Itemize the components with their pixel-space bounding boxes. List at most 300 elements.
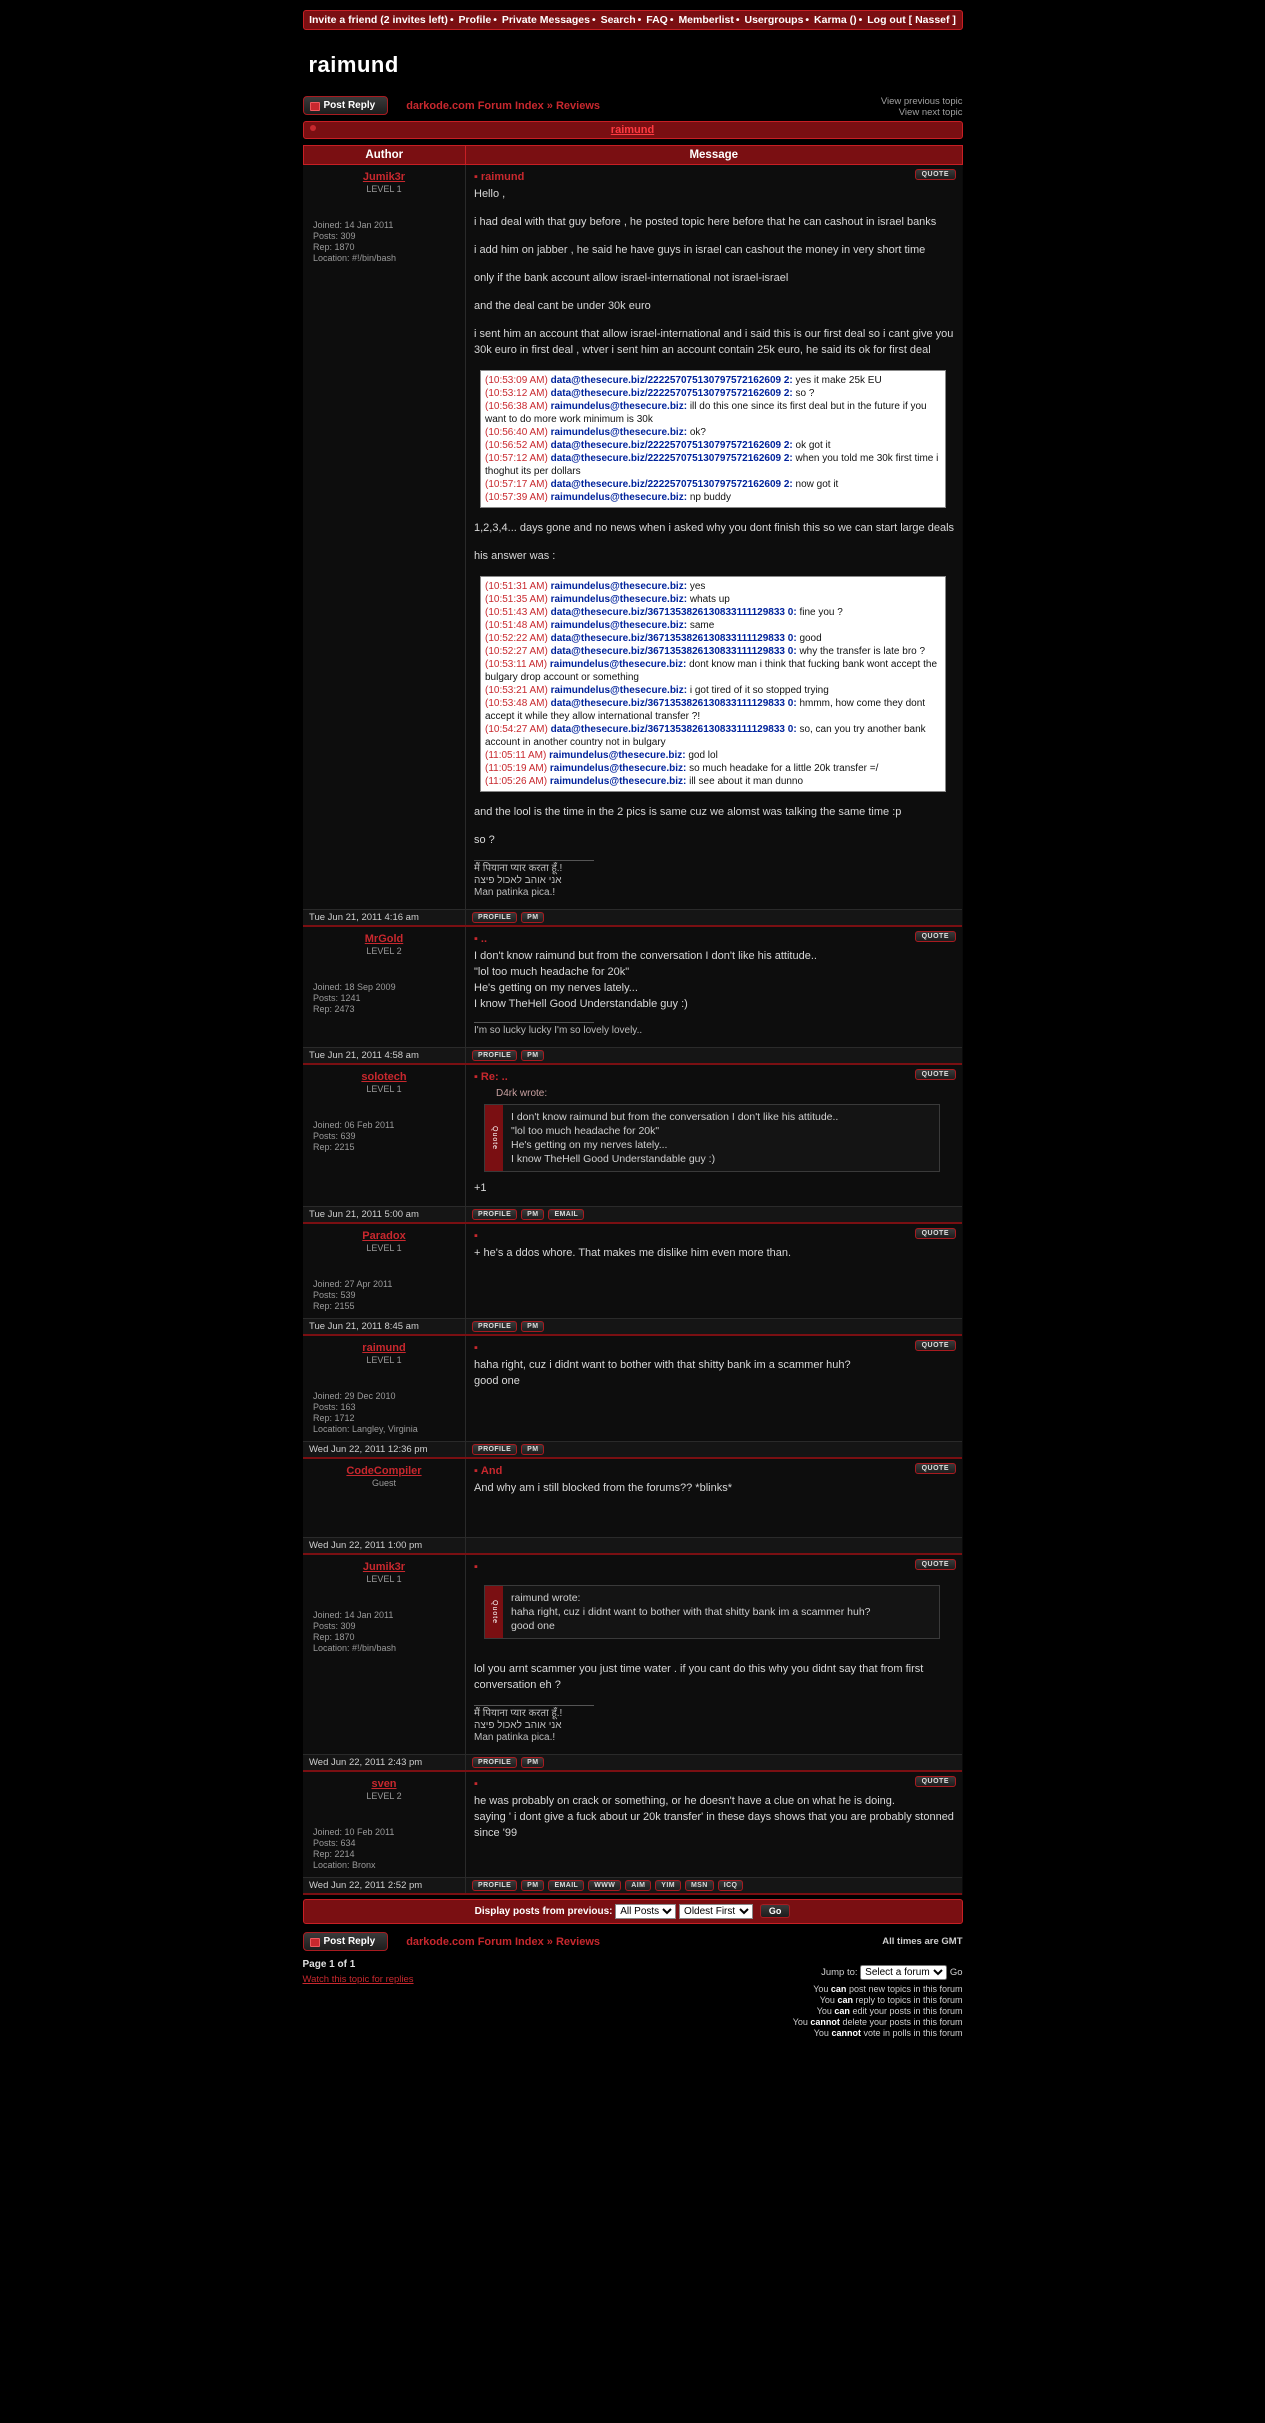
chat-text: so much headake for a little 20k transfer =/ [689,763,879,774]
post-author-cell [303,1771,466,1878]
chat-timestamp: (10:52:27 AM) [485,646,548,657]
nav-separator: • [735,14,740,26]
nav-separator: • [493,14,497,26]
nav-link-memberlist[interactable]: Memberlist [678,14,734,26]
permission-modal: can [830,1984,847,1994]
chat-nick: data@thesecure.biz/222257075130797572162609 2: [550,388,793,399]
permission-post: vote in polls in this forum [860,2028,963,2038]
post-author-cell [303,1554,466,1755]
author-location: Location: #!/bin/bash [313,1643,397,1653]
nav-separator: • [449,14,454,26]
chat-text: now got it [795,479,839,490]
post-body [474,1585,954,1744]
post-actions [466,1878,963,1895]
post-message-cell [466,1771,963,1878]
post-footer-row [303,1878,962,1895]
quote-button[interactable]: QUOTE [915,931,956,942]
nav-link-search[interactable]: Search [600,14,636,26]
pm-button[interactable]: PM [521,1444,544,1455]
post-actions [466,1207,963,1224]
post-subject-text: raimund [480,171,525,183]
permission-pre: You [813,2028,832,2038]
author-name[interactable]: Paradox [362,1230,406,1242]
display-go-button[interactable]: Go [760,1904,791,1918]
post-footer-row [303,1755,962,1772]
permission-post: reply to topics in this forum [852,1995,963,2005]
icq-button[interactable]: ICQ [718,1880,744,1891]
pm-button[interactable]: PM [521,1050,544,1061]
quote-line: "lol too much headache for 20k" [511,1125,660,1137]
email-button[interactable]: EMAIL [548,1880,584,1891]
post-subject [474,1342,954,1354]
nav-separator: • [858,14,863,26]
view-next-topic-link[interactable]: View next topic [898,107,963,118]
chat-nick: raimundelus@thesecure.biz: [550,492,688,503]
table-row [303,1458,962,1538]
chat-timestamp: (10:53:09 AM) [485,375,548,386]
quote-tab-label: Quote [485,1105,503,1171]
permission-post: post new topics in this forum [846,1984,963,1994]
email-button[interactable]: EMAIL [548,1209,584,1220]
post-actions [466,1442,963,1459]
chat-log-image-2 [480,576,946,792]
post-subject [474,1778,954,1790]
post-body [474,948,954,1037]
author-stats [307,1827,461,1871]
author-level: Guest [371,1478,396,1488]
subject-bullet-icon: ▪ [474,1071,478,1083]
post-body [474,1357,954,1389]
post-paragraph: haha right, cuz i didnt want to bother with that shitty bank im a scammer huh? [474,1359,851,1371]
author-name[interactable]: solotech [361,1071,407,1083]
nav-link-usergroups[interactable]: Usergroups [744,14,804,26]
msn-button[interactable]: MSN [685,1880,714,1891]
chat-line [485,580,941,593]
chat-text: so, can you try another bank account in another country not in bulgary [485,724,926,748]
chat-text: hmmm, how come they dont accept it while they allow international transfer ?! [485,698,926,722]
chat-line [485,478,941,491]
post-author-cell [303,1223,466,1319]
breadcrumb-bottom [406,1936,600,1948]
chat-text: same [689,620,715,631]
permission-row [303,1984,963,1995]
topic-navigation [881,96,963,118]
chat-line [485,697,941,723]
chat-text: dont know man i think that fucking bank wont accept the bulgary drop account or something [485,659,938,683]
chat-text: np buddy [689,492,731,503]
chat-nick: raimundelus@thesecure.biz: [549,776,687,787]
chat-text: why the transfer is late bro ? [799,646,926,657]
post-timestamp: Tue Jun 21, 2011 8:45 am [303,1319,466,1336]
post-paragraph: +1 [474,1182,487,1194]
post-author-cell [303,1064,466,1207]
post-author-cell [303,165,466,910]
topic-title-link[interactable]: raimund [610,124,655,136]
author-location: Location: #!/bin/bash [313,253,397,263]
post-timestamp: Wed Jun 22, 2011 2:43 pm [303,1755,466,1772]
chat-text: i got tired of it so stopped trying [689,685,829,696]
quote-line: I know TheHell Good Understandable guy :) [511,1153,716,1165]
page-title: raimund [308,52,399,77]
permission-pre: You [819,1995,838,2005]
post-footer-row [303,1538,962,1555]
post-message-cell [466,1458,963,1538]
permission-pre: You [816,2006,835,2016]
signature [474,1025,954,1037]
table-row [303,926,962,1048]
chat-line [485,632,941,645]
author-stats [307,1610,461,1654]
subject-bullet-icon: ▪ [474,933,478,945]
permissions-list [303,1984,963,2059]
chat-nick: raimundelus@thesecure.biz: [549,659,687,670]
sort-order-select[interactable] [679,1904,753,1919]
author-rep: Rep: 2214 [313,1849,355,1859]
author-rep: Rep: 1870 [313,242,355,252]
author-rep: Rep: 1712 [313,1413,355,1423]
nav-link-private-messages[interactable]: Private Messages [501,14,590,26]
signature [474,1708,954,1744]
nav-separator: • [591,14,596,26]
quote-line: good one [511,1620,555,1632]
jump-go-button[interactable]: Go [949,1967,963,1978]
nav-link-faq[interactable]: FAQ [646,14,668,26]
author-stats [307,1279,461,1312]
author-posts: Posts: 634 [313,1838,356,1848]
chat-nick: raimundelus@thesecure.biz: [550,427,688,438]
permission-pre: You [813,1984,831,1994]
author-rep: Rep: 1870 [313,1632,355,1642]
table-row [303,1064,962,1207]
post-paragraph: so ? [474,834,495,846]
jump-to-select[interactable] [860,1965,947,1980]
pm-button[interactable]: PM [521,1757,544,1768]
chat-line [485,374,941,387]
post-subject-text: .. [480,933,488,945]
post-body [474,1793,954,1841]
author-posts: Posts: 1241 [313,993,361,1003]
quote-button[interactable]: QUOTE [915,1776,956,1787]
post-message-cell [466,1064,963,1207]
chat-nick: data@thesecure.biz/222257075130797572162609 2: [550,375,793,386]
author-posts: Posts: 309 [313,1621,356,1631]
chat-timestamp: (10:53:21 AM) [485,685,548,696]
pm-button[interactable]: PM [521,912,544,923]
post-message-cell [466,926,963,1048]
nav-link-karma[interactable]: Karma () [814,14,857,26]
post-paragraph: "lol too much headache for 20k" [474,966,630,978]
quote-button[interactable]: QUOTE [915,1228,956,1239]
chat-line [485,658,941,684]
chat-line [485,400,941,426]
signature-line: I'm so lucky lucky I'm so lovely lovely.. [474,1025,643,1036]
post-paragraph: And why am i still blocked from the forums?? *blinks* [474,1482,732,1494]
breadcrumb-arrow: » [546,99,553,112]
profile-button[interactable]: PROFILE [472,912,517,923]
nav-separator: • [669,14,674,26]
chat-nick: data@thesecure.biz/3671353826130833111129833 0: [550,698,797,709]
signature-line: Man patinka pica.! [474,887,556,898]
post-body [474,1480,954,1496]
chat-text: ill see about it man dunno [689,776,804,787]
quote-author: raimund wrote: [511,1592,581,1604]
post-body [474,1245,954,1261]
chat-text: so ? [795,388,815,399]
topic-title-bar [303,121,963,139]
aim-button[interactable]: AIM [625,1880,651,1891]
post-paragraph: 1,2,3,4... days gone and no news when i asked why you dont finish this so we can start large deals [474,522,955,534]
author-location: Location: Bronx [313,1860,376,1870]
quote-line: I don't know raimund but from the conversation I don't like his attitude.. [511,1111,839,1123]
table-row [303,1335,962,1442]
pm-button[interactable]: PM [521,1880,544,1891]
chat-text: fine you ? [799,607,843,618]
post-actions [466,910,963,927]
watch-topic-link[interactable]: Watch this topic for replies [302,1974,414,1985]
post-subject [474,1465,954,1477]
author-posts: Posts: 163 [313,1402,356,1412]
signature-line: मैं पियाना प्यार करता हूँ.! [474,1708,563,1719]
author-level: LEVEL 1 [366,1084,402,1094]
breadcrumb-forum-index-bottom[interactable]: darkode.com Forum Index [406,1935,544,1948]
quote-button[interactable]: QUOTE [915,169,956,180]
post-subject [474,1230,954,1242]
permission-modal: can [837,1995,853,2005]
table-row [303,165,962,910]
author-joined: Joined: 14 Jan 2011 [313,1610,394,1620]
chat-line [485,606,941,619]
profile-button[interactable]: PROFILE [472,1444,517,1455]
chat-line [485,491,941,504]
chat-nick: raimundelus@thesecure.biz: [550,685,688,696]
quote-line: He's getting on my nerves lately... [511,1139,668,1151]
signature-divider [474,1022,594,1023]
author-stats [307,982,461,1015]
nav-link-profile[interactable]: Profile [458,14,492,26]
nav-link-logout[interactable]: Log out [ Nassef ] [867,14,956,26]
post-paragraph: his answer was : [474,550,556,562]
subject-bullet-icon: ▪ [474,1342,478,1354]
author-level: LEVEL 1 [366,184,402,194]
www-button[interactable]: WWW [588,1880,621,1891]
chat-timestamp: (10:53:12 AM) [485,388,548,399]
post-timestamp: Tue Jun 21, 2011 5:00 am [303,1207,466,1224]
post-footer-row [303,1442,962,1459]
chat-nick: data@thesecure.biz/3671353826130833111129833 0: [550,633,797,644]
author-posts: Posts: 309 [313,231,356,241]
author-stats [307,1120,461,1153]
author-joined: Joined: 06 Feb 2011 [313,1120,395,1130]
permission-row [303,2017,963,2028]
chat-line [485,439,941,452]
author-level: LEVEL 2 [366,946,402,956]
permission-post: edit your posts in this forum [849,2006,963,2016]
post-actions [466,1048,963,1065]
chat-timestamp: (10:56:40 AM) [485,427,548,438]
post-paragraph: I know TheHell Good Understandable guy :) [474,998,688,1010]
post-paragraph: I don't know raimund but from the conversation I don't like his attitude.. [474,950,817,962]
jump-to-label: Jump to: [821,1967,858,1978]
breadcrumb-reviews[interactable]: Reviews [555,99,600,112]
chat-text: good [799,633,822,644]
chat-timestamp: (10:56:52 AM) [485,440,548,451]
subject-bullet-icon: ▪ [474,171,478,183]
view-previous-topic-link[interactable]: View previous topic [880,96,963,107]
post-body [474,1086,954,1196]
profile-button[interactable]: PROFILE [472,1321,517,1332]
pm-button[interactable]: PM [521,1209,544,1220]
header-message: Message [466,146,963,165]
quote-button[interactable]: QUOTE [915,1069,956,1080]
author-name[interactable]: Jumik3r [362,171,406,183]
post-actions [466,1319,963,1336]
author-name[interactable]: Jumik3r [362,1561,406,1573]
quote-line: haha right, cuz i didnt want to bother with that shitty bank im a scammer huh? [511,1606,871,1618]
post-timestamp: Tue Jun 21, 2011 4:58 am [303,1048,466,1065]
chat-nick: data@thesecure.biz/222257075130797572162609 2: [550,453,793,464]
chat-nick: data@thesecure.biz/222257075130797572162609 2: [550,479,793,490]
breadcrumb-forum-index[interactable]: darkode.com Forum Index [406,99,544,112]
chat-nick: data@thesecure.biz/3671353826130833111129833 0: [550,646,797,657]
author-joined: Joined: 14 Jan 2011 [313,220,394,230]
posts-table [303,145,963,1895]
display-posts-select[interactable] [615,1904,676,1919]
breadcrumb-reviews-bottom[interactable]: Reviews [555,1935,600,1948]
post-paragraph: and the lool is the time in the 2 pics is same cuz we alomst was talking the same time :p [474,806,902,818]
chat-line [485,749,941,762]
post-author-cell [303,1458,466,1538]
subject-bullet-icon: ▪ [474,1561,478,1573]
post-paragraph: He's getting on my nerves lately... [474,982,638,994]
chat-text: ok? [689,427,706,438]
chat-timestamp: (10:53:11 AM) [485,659,548,670]
chat-line [485,593,941,606]
subject-bullet-icon: ▪ [474,1465,478,1477]
chat-nick: raimundelus@thesecure.biz: [549,763,687,774]
post-subject [474,1071,954,1083]
author-name[interactable]: CodeCompiler [346,1465,422,1477]
display-posts-bar [303,1899,963,1924]
profile-button[interactable]: PROFILE [472,1209,517,1220]
yim-button[interactable]: YIM [655,1880,681,1891]
quoted-block [484,1104,940,1172]
chat-line [485,645,941,658]
chat-text: ill do this one since its first deal but in the future if you want to do more work minimum is 30k [485,401,927,425]
post-reply-button-bottom[interactable]: Post Reply [303,1932,389,1951]
author-rep: Rep: 2473 [313,1004,355,1014]
quote-author: D4rk wrote: [496,1088,548,1099]
permission-pre: You [792,2017,811,2027]
post-message-cell [466,165,963,910]
quote-button[interactable]: QUOTE [915,1463,956,1474]
post-subject [474,1561,954,1573]
chat-line [485,775,941,788]
post-paragraph: lol you arnt scammer you just time water . if you cant do this why you didnt say that from first conversation eh ? [474,1663,924,1691]
nav-separator: • [805,14,810,26]
forum-container [303,0,963,2059]
author-joined: Joined: 10 Feb 2011 [313,1827,395,1837]
chat-text: whats up [689,594,730,605]
profile-button[interactable]: PROFILE [472,1757,517,1768]
header-author: Author [303,146,466,165]
author-stats [307,220,461,264]
author-name[interactable]: raimund [362,1342,406,1354]
permission-post: delete your posts in this forum [839,2017,963,2027]
post-message-cell [466,1223,963,1319]
author-posts: Posts: 639 [313,1131,356,1141]
chat-timestamp: (11:05:19 AM) [485,763,548,774]
author-level: LEVEL 1 [366,1355,402,1365]
chat-nick: data@thesecure.biz/3671353826130833111129833 0: [550,724,797,735]
post-footer-row [303,1319,962,1336]
post-body [474,186,954,899]
chat-line [485,452,941,478]
chat-timestamp: (11:05:26 AM) [485,776,548,787]
author-joined: Joined: 27 Apr 2011 [313,1279,393,1289]
chat-log-image-1 [480,370,946,508]
author-name[interactable]: sven [371,1778,397,1790]
author-name[interactable]: MrGold [364,933,404,945]
subject-bullet-icon: ▪ [474,1778,478,1790]
quote-button[interactable]: QUOTE [915,1340,956,1351]
profile-button[interactable]: PROFILE [472,1050,517,1061]
chat-timestamp: (10:54:27 AM) [485,724,548,735]
chat-line [485,426,941,439]
author-level: LEVEL 1 [366,1574,402,1584]
permission-row [303,2006,963,2017]
chat-text: ok got it [795,440,831,451]
top-navigation [303,10,963,30]
post-actions [466,1755,963,1772]
table-row [303,1554,962,1755]
breadcrumb [406,100,600,112]
quoted-block [484,1585,940,1639]
signature [474,863,954,899]
top-toolbar [303,96,963,118]
author-level: LEVEL 2 [366,1791,402,1801]
all-times-label: All times are GMT [882,1936,963,1947]
post-timestamp: Wed Jun 22, 2011 12:36 pm [303,1442,466,1459]
quote-button[interactable]: QUOTE [915,1559,956,1570]
profile-button[interactable]: PROFILE [472,1880,517,1891]
chat-nick: raimundelus@thesecure.biz: [550,594,688,605]
author-level: LEVEL 1 [366,1243,402,1253]
pm-button[interactable]: PM [521,1321,544,1332]
chat-nick: raimundelus@thesecure.biz: [550,401,688,412]
post-paragraph: only if the bank account allow israel-international not israel-israel [474,272,789,284]
nav-link-invite[interactable]: Invite a friend (2 invites left) [309,14,448,26]
post-subject-text: And [480,1465,503,1477]
post-paragraph: i add him on jabber , he said he have guys in israel can cashout the money in very short time [474,244,926,256]
chat-timestamp: (10:57:17 AM) [485,479,548,490]
signature-line: אני אוהב לאכול פיצה [474,1720,562,1731]
chat-timestamp: (10:57:12 AM) [485,453,548,464]
post-paragraph: + he's a ddos whore. That makes me dislike him even more than. [474,1247,792,1259]
author-joined: Joined: 29 Dec 2010 [313,1391,396,1401]
chat-nick: raimundelus@thesecure.biz: [549,750,686,761]
permission-modal: cannot [831,2028,861,2038]
post-author-cell [303,1335,466,1442]
topic-bullet-icon [310,125,316,131]
chat-timestamp: (10:51:43 AM) [485,607,548,618]
author-joined: Joined: 18 Sep 2009 [313,982,396,992]
chat-timestamp: (10:56:38 AM) [485,401,548,412]
post-reply-button-top[interactable]: Post Reply [303,96,389,115]
post-subject-text: Re: .. [480,1071,508,1083]
author-posts: Posts: 539 [313,1290,356,1300]
post-subject [474,933,954,945]
post-paragraph: i had deal with that guy before , he posted topic here before that he can cashout in israel banks [474,216,937,228]
